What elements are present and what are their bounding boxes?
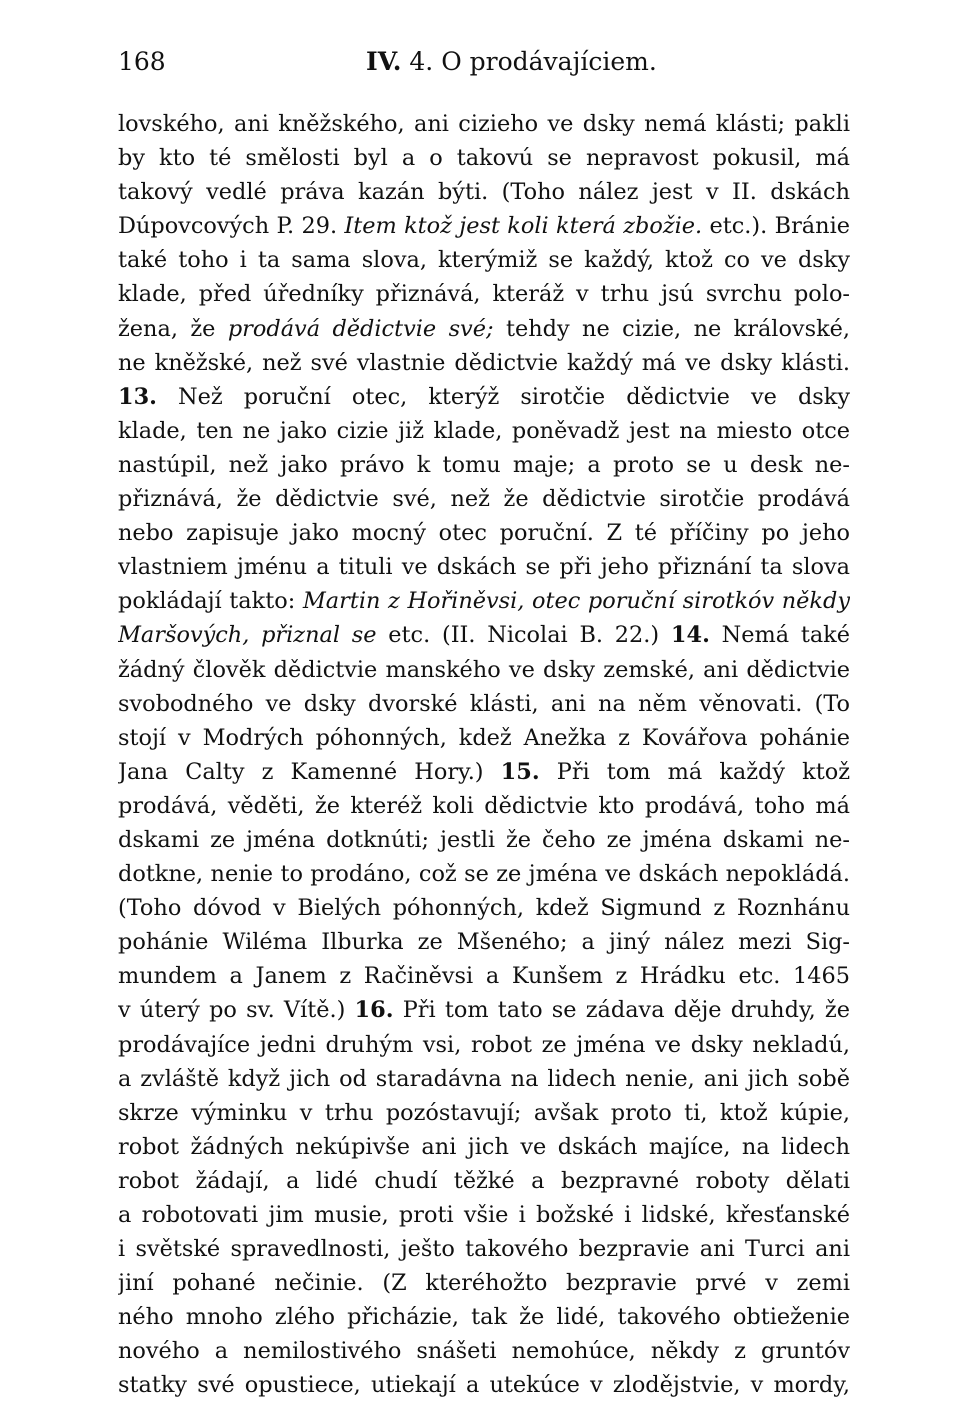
text-segment: také toho i ta sama slova, kterýmiž se každý, ktož co ve dsky [118,247,850,274]
text-segment: prodává, věděti, že kteréž koli dědictvie kto prodává, toho má [118,792,850,819]
text-line [118,346,850,380]
text-segment: přiznává, že dědictvie své, než že dědictvie sirotčie prodává [118,486,850,513]
text-line [118,516,850,550]
text-line [118,107,850,141]
text-segment: klade, před úředníky přiznává, kteráž v trhu jsú svrchu polo- [118,281,850,308]
text-line [118,243,850,277]
text-line [118,482,850,516]
text-segment: Při tom tato se zádava děje druhdy, že [393,997,850,1024]
text-segment: prodávajíce jedni druhým vsi, robot ze jména ve dsky nekladú, [118,1031,850,1058]
text-line [118,312,850,346]
text-segment: pokládají takto: [118,588,303,615]
text-segment: dskami ze jména dotknúti; jestli že čeho ze jména dskami ne- [118,826,850,853]
text-line [118,755,850,789]
text-segment: (Toho dóvod v Bielých póhonných, kdež Sigmund z Roznhánu [118,895,850,922]
text-line [118,1334,850,1368]
text-segment: by kto té smělosti byl a o takovú se nepravost pokusil, má [118,145,850,172]
text-segment: klade, ten ne jako cizie již klade, poněvadž jest na miesto otce [118,417,850,444]
text-line [118,1198,850,1232]
text-line [118,175,850,209]
text-segment: 14. [670,622,710,649]
text-segment: nebo zapisuje jako mocný otec poruční. Z té příčiny po jeho [118,520,850,547]
text-segment: 13. [118,383,157,410]
text-segment: robot žádají, a lidé chudí těžké a bezpravné roboty dělati [118,1167,850,1194]
text-segment: etc. (II. Nicolai B. 22.) [376,622,671,649]
text-line [118,1368,850,1402]
chapter-number: IV. [366,47,402,76]
text-line [118,584,850,618]
text-segment: statky své opustiece, utiekají a utekúce v zlodějstvie, v mordy, [118,1372,850,1399]
running-header [118,44,850,80]
text-line [118,687,850,721]
text-segment: Martin z Hořiněvsi, otec poruční sirotkóv někdy [302,588,850,615]
text-line [118,1164,850,1198]
text-segment: Při tom má každý ktož [539,758,850,785]
text-line [118,823,850,857]
text-line [118,277,850,311]
text-segment: vlastniem jménu a tituli ve dskách se při jeho přiznání ta slova [118,554,850,581]
running-title [366,44,657,80]
text-line [118,550,850,584]
text-line [118,380,850,414]
text-line [118,1096,850,1130]
text-segment: Item ktož jest koli která zbožie. [344,213,703,240]
text-line [118,414,850,448]
text-segment: a robotovati jim musie, proti všie i božské i lidské, křesťanské [118,1202,850,1228]
text-segment: skrze výminku v trhu pozóstavují; avšak proto ti, ktož kúpie, [118,1099,850,1126]
text-segment: etc.). [702,213,768,240]
text-segment: a zvláště když jich od staradávna na lidech nenie, ani jich sobě [118,1065,850,1092]
text-segment: 16. [354,997,394,1024]
text-line [118,653,850,687]
text-segment: v úterý po sv. Vítě.) [118,997,355,1024]
text-line [118,789,850,823]
text-line [118,959,850,993]
text-line [118,448,850,482]
text-line [118,209,850,243]
text-segment: pohánie Wiléma Ilburka ze Mšeného; a jiný nález mezi Sig- [118,929,850,956]
text-segment: dotkne, nenie to prodáno, což se ze jména ve dskách nepokládá. [118,861,850,888]
text-line [118,1232,850,1266]
text-line [118,891,850,925]
body-text [118,107,850,1403]
text-segment: takový vedlé práva kazán býti. (Toho nález jest v II. dskách [118,179,850,206]
text-line [118,1300,850,1334]
text-segment: Nemá také [709,622,850,649]
text-line [118,721,850,755]
text-line [118,141,850,175]
text-line [118,618,850,652]
text-segment: ného mnoho zlého přicházie, tak že lidé, takového obtieženie [118,1304,850,1331]
text-segment: Jana Calty z Kamenné Hory.) [118,758,501,785]
text-segment: Dúpovcových P. 29. [118,213,345,240]
text-segment: nastúpil, než jako právo k tomu maje; a proto se u desk ne- [118,451,850,478]
text-segment: i světské spravedlnosti, ješto takového bezpravie ani Turci ani [118,1236,850,1263]
text-segment: žena, že [118,315,228,342]
text-segment: žádný člověk dědictvie manského ve dsky zemské, ani dědictvie [118,656,850,683]
text-segment: tehdy ne cizie, ne královské, [493,315,850,342]
text-segment: robot žádných nekúpivše ani jich ve dskách majíce, na lidech [118,1133,850,1160]
page-number: 168 [118,47,166,76]
text-line [118,1266,850,1300]
text-line [118,1028,850,1062]
text-line [118,1130,850,1164]
text-segment: prodává dědictvie své; [227,315,494,342]
text-line [118,993,850,1027]
section-title: 4. O prodávajíciem. [409,47,657,76]
text-segment: mundem a Janem z Račiněvsi a Kunšem z Hrádku etc. 1465 [118,963,850,990]
text-line [118,1062,850,1096]
text-line [118,925,850,959]
text-segment: lovského, ani kněžského, ani cizieho ve dsky nemá klásti; pakli [118,111,850,137]
text-segment: svobodného ve dsky dvorské klásti, ani na něm věnovati. (To [118,690,850,717]
text-segment: Maršových, přiznal se [118,622,377,649]
text-segment: nového a nemilostivého snášeti nemohúce, někdy z gruntóv [118,1338,850,1365]
text-segment: stojí v Modrých póhonných, kdež Anežka z Kovářova pohánie [118,724,850,751]
text-segment: Než poruční otec, kterýž sirotčie dědictvie ve dsky [156,383,850,410]
text-segment: Bránie [774,213,850,240]
text-segment: ne kněžské, než své vlastnie dědictvie každý má ve dsky klásti. [118,349,850,376]
text-segment: 15. [500,758,540,785]
text-segment: jiní pohané nečinie. (Z kteréhožto bezpravie prvé v zemi [118,1270,850,1297]
text-line [118,857,850,891]
